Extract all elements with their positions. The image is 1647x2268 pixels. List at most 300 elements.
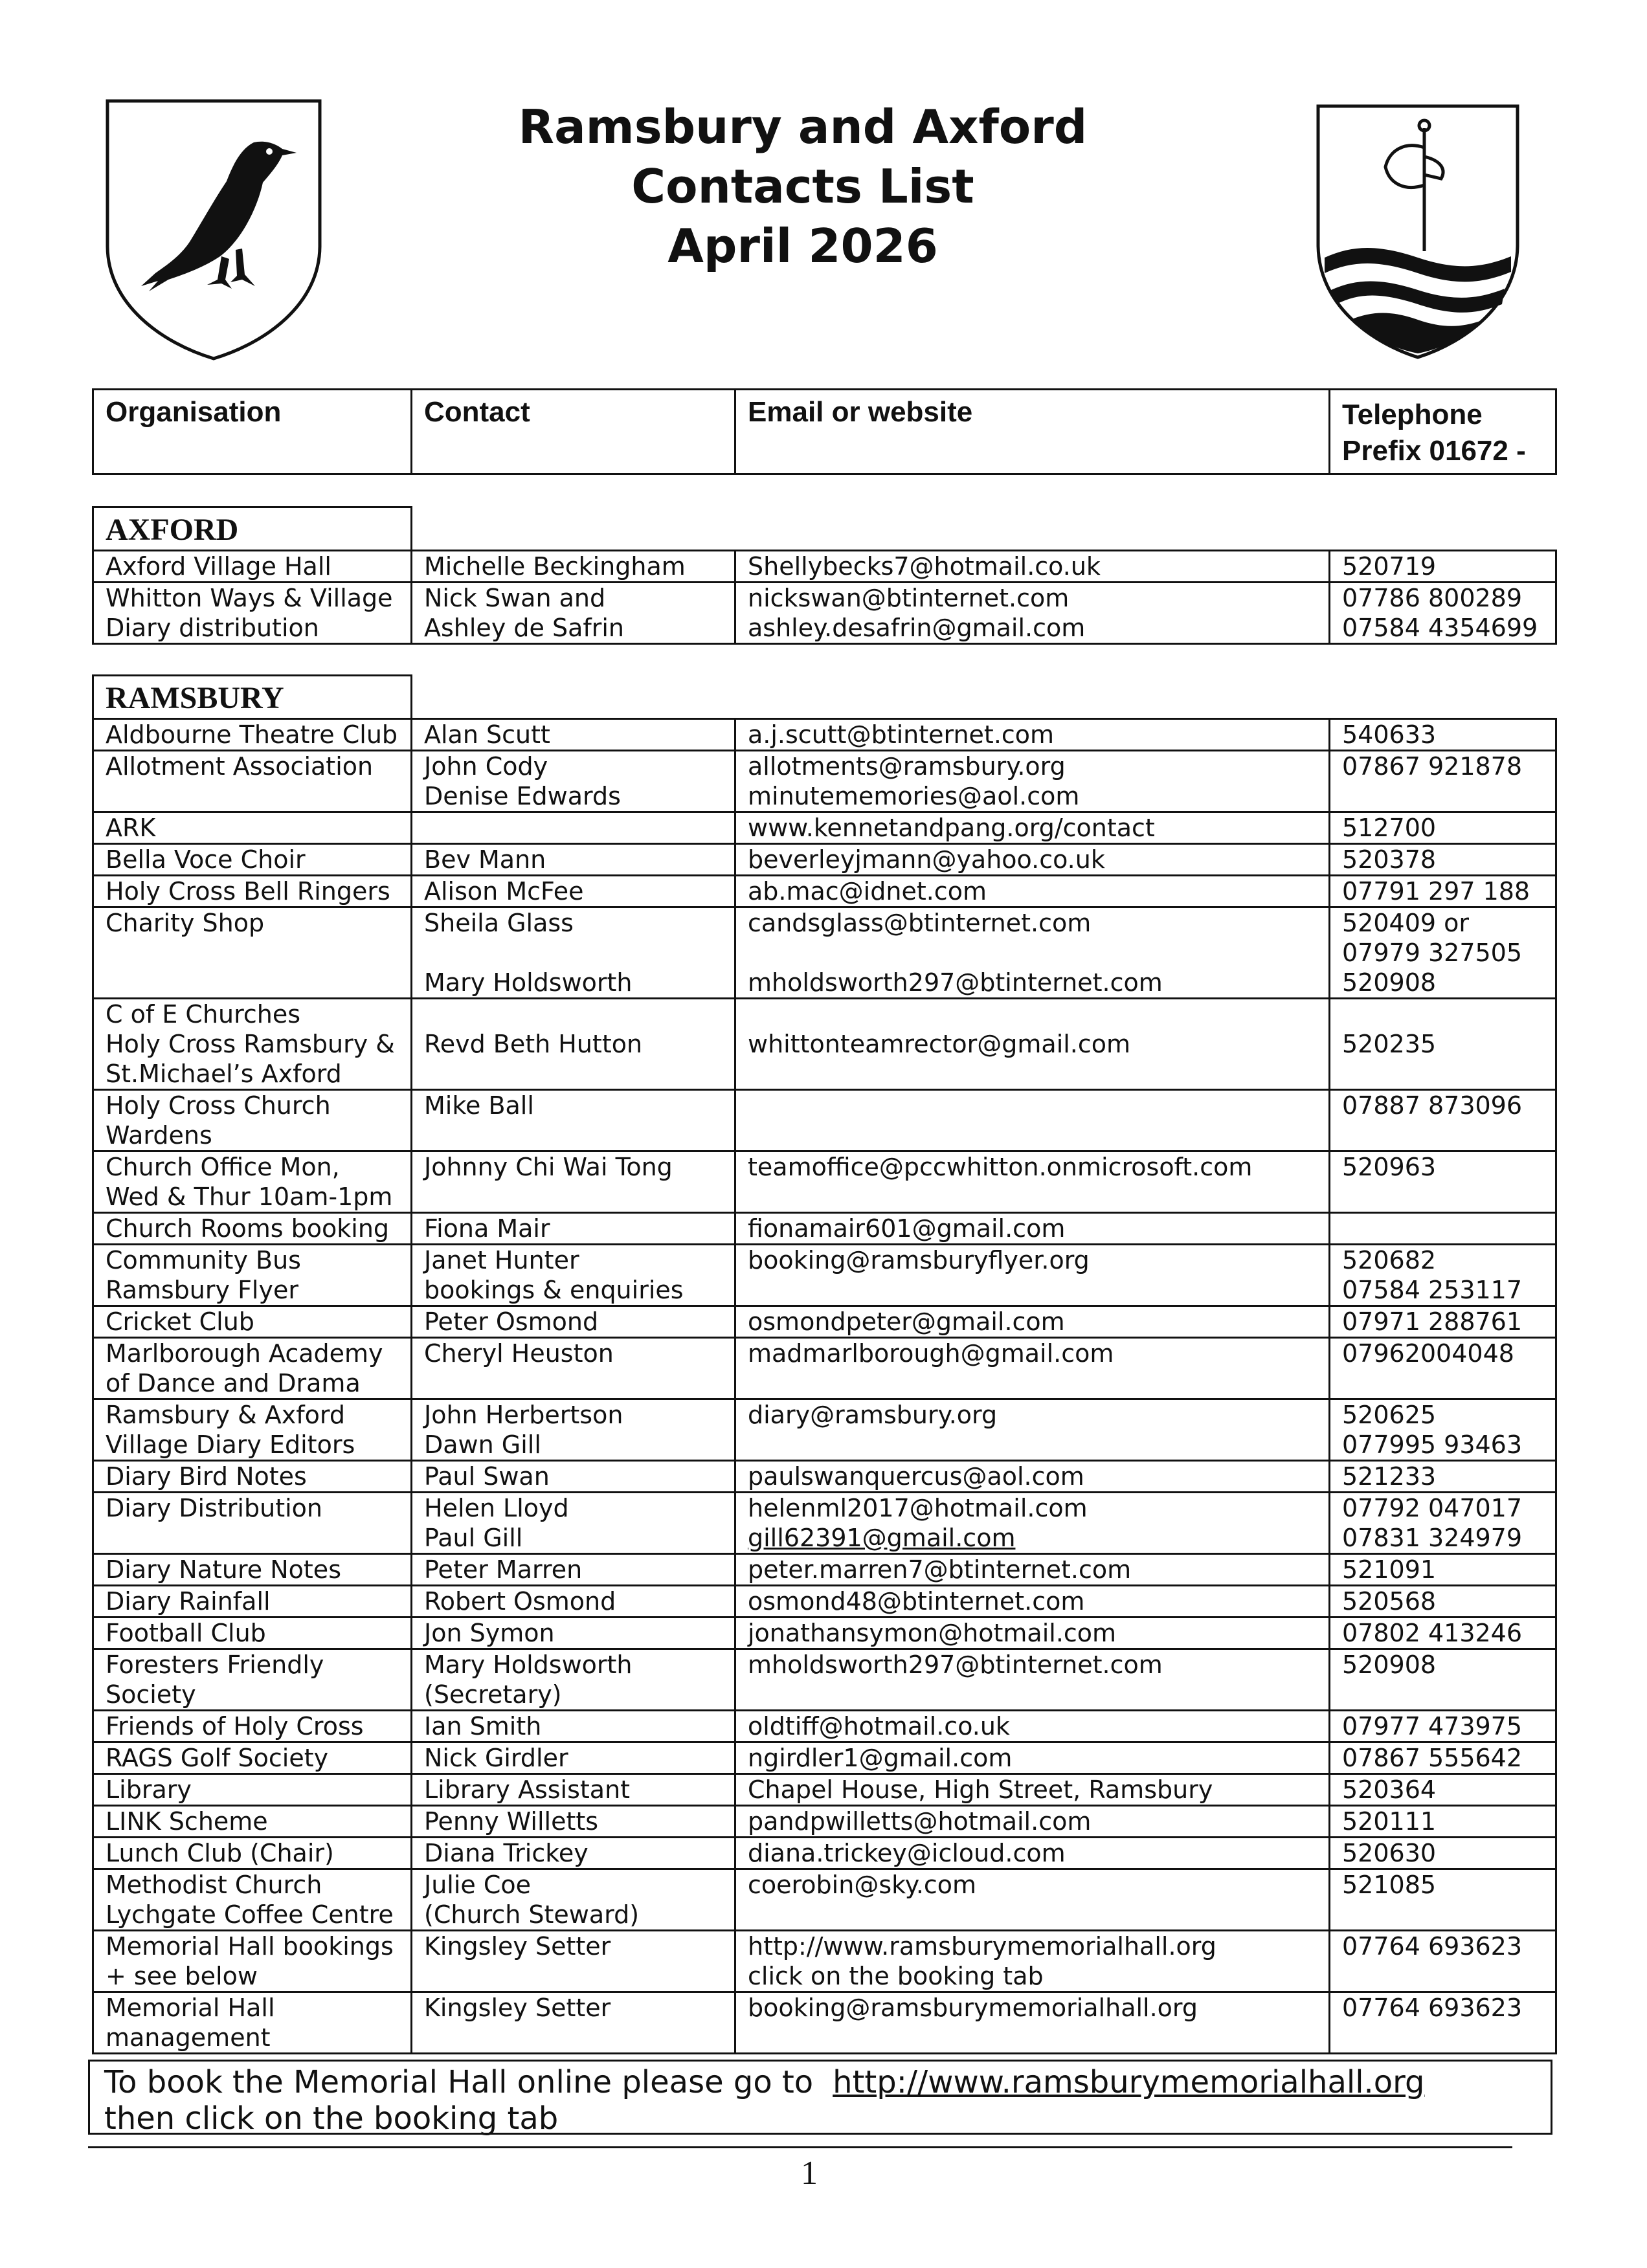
text-line: Alison McFee <box>424 877 584 906</box>
table-row <box>93 551 1556 583</box>
contact-cell <box>412 583 735 644</box>
text-line: Aldbourne Theatre Club <box>106 720 398 749</box>
email-cell <box>735 1245 1330 1306</box>
text-line: Axford Village Hall <box>106 552 331 581</box>
telephone-cell <box>1330 907 1556 999</box>
text-line: Community Bus <box>106 1246 301 1274</box>
contact-cell <box>412 751 735 812</box>
table-row <box>93 1838 1556 1869</box>
table-row <box>93 1399 1556 1461</box>
text-line: St.Michael’s Axford <box>106 1060 342 1088</box>
phone-line: 07887 873096 <box>1342 1091 1523 1120</box>
contact-cell <box>412 907 735 999</box>
text-line: Cheryl Heuston <box>424 1339 614 1368</box>
email-cell <box>735 812 1330 844</box>
email-cell <box>735 1213 1330 1245</box>
organisation-cell <box>93 751 412 812</box>
email-cell <box>735 1869 1330 1931</box>
text-line: Paul Swan <box>424 1462 550 1491</box>
text-line: Diary Distribution <box>106 1494 322 1522</box>
telephone-cell <box>1330 1774 1556 1806</box>
email-cell <box>735 1586 1330 1618</box>
text-line: Society <box>106 1680 196 1709</box>
organisation-cell <box>93 1306 412 1338</box>
footer-divider <box>88 2146 1512 2148</box>
phone-line: 07584 253117 <box>1342 1276 1523 1304</box>
telephone-cell <box>1330 1711 1556 1742</box>
contact-cell <box>412 812 735 844</box>
table-row <box>93 1245 1556 1306</box>
text-line <box>106 781 410 811</box>
phone-line: 07831 324979 <box>1342 1524 1523 1552</box>
telephone-cell <box>1330 1586 1556 1618</box>
contact-cell <box>412 1399 735 1461</box>
organisation-cell <box>93 583 412 644</box>
table-row <box>93 907 1556 999</box>
email-line <box>748 1182 1328 1212</box>
text-line: Diary Bird Notes <box>106 1462 307 1491</box>
booking-note-text: To book the Memorial Hall online please go to <box>104 2064 814 2100</box>
table-row <box>93 999 1556 1090</box>
text-line: Wardens <box>106 1121 212 1150</box>
text-line <box>424 938 734 968</box>
telephone-cell <box>1330 1213 1556 1245</box>
email-line[interactable]: mholdsworth297@btinternet.com <box>748 1651 1163 1679</box>
telephone-cell <box>1330 1245 1556 1306</box>
email-line <box>748 1900 1328 1929</box>
telephone-cell <box>1330 1090 1556 1151</box>
phone-line: 07791 297 188 <box>1342 877 1530 906</box>
telephone-label: Telephone <box>1342 399 1483 430</box>
contact-cell <box>412 1554 735 1586</box>
contact-cell <box>412 1618 735 1649</box>
text-line: Bev Mann <box>424 845 546 874</box>
phone-line <box>1342 1368 1555 1398</box>
text-line: Library Assistant <box>424 1775 631 1804</box>
heading-spacer <box>412 507 1556 551</box>
text-line: Nick Girdler <box>424 1744 568 1772</box>
email-line[interactable]: nickswan@btinternet.com <box>748 584 1070 612</box>
phone-line <box>1342 1961 1555 1991</box>
text-line: + see below <box>106 1962 258 1990</box>
text-line: Dawn Gill <box>424 1430 541 1459</box>
phone-line <box>1342 1120 1555 1150</box>
email-line[interactable]: www.kennetandpang.org/contact <box>748 814 1155 842</box>
text-line: Lunch Club (Chair) <box>106 1839 334 1867</box>
text-line: Denise Edwards <box>424 782 621 810</box>
organisation-cell <box>93 1774 412 1806</box>
contact-cell <box>412 1869 735 1931</box>
phone-line <box>1342 1059 1555 1089</box>
email-line[interactable]: beverleyjmann@yahoo.co.uk <box>748 845 1105 874</box>
email-cell <box>735 1649 1330 1711</box>
text-line <box>424 1961 734 1991</box>
text-line: Julie Coe <box>424 1871 532 1899</box>
telephone-cell <box>1330 1306 1556 1338</box>
text-line: Janet Hunter <box>424 1246 579 1274</box>
text-line: Football Club <box>106 1619 266 1647</box>
text-line: Methodist Church <box>106 1871 322 1899</box>
telephone-cell <box>1330 999 1556 1090</box>
heading-spacer <box>412 676 1556 719</box>
text-line: Helen Lloyd <box>424 1494 569 1522</box>
email-cell <box>735 907 1330 999</box>
phone-line: 520378 <box>1342 845 1437 874</box>
email-line[interactable]: teamoffice@pccwhitton.onmicrosoft.com <box>748 1153 1253 1181</box>
email-line[interactable]: pandpwilletts@hotmail.com <box>748 1807 1092 1836</box>
organisation-cell <box>93 1618 412 1649</box>
text-line: Revd Beth Hutton <box>424 1030 643 1058</box>
text-line: Mike Ball <box>424 1091 534 1120</box>
text-line: John Herbertson <box>424 1401 623 1429</box>
phone-line: 520111 <box>1342 1807 1437 1836</box>
email-line: click on the booking tab <box>748 1962 1044 1990</box>
email-cell <box>735 583 1330 644</box>
organisation-cell <box>93 1992 412 2054</box>
email-line <box>748 2023 1328 2052</box>
email-cell <box>735 999 1330 1090</box>
contact-cell <box>412 1711 735 1742</box>
email-line[interactable]: diary@ramsbury.org <box>748 1401 998 1429</box>
text-line: John Cody <box>424 752 548 781</box>
telephone-cell <box>1330 1869 1556 1931</box>
organisation-cell <box>93 812 412 844</box>
text-line: Marlborough Academy <box>106 1339 383 1368</box>
email-cell <box>735 1461 1330 1493</box>
email-cell <box>735 844 1330 876</box>
email-cell <box>735 1992 1330 2054</box>
email-line[interactable]: allotments@ramsbury.org <box>748 752 1066 781</box>
text-line: Memorial Hall bookings <box>106 1932 394 1961</box>
organisation-cell <box>93 551 412 583</box>
column-header-table <box>92 388 1557 475</box>
email-line[interactable]: whittonteamrector@gmail.com <box>748 1030 1131 1058</box>
table-row <box>93 1806 1556 1838</box>
email-line <box>748 1275 1328 1305</box>
contact-cell <box>412 1931 735 1992</box>
email-cell <box>735 1554 1330 1586</box>
text-line: Diary Nature Notes <box>106 1555 341 1584</box>
organisation-cell <box>93 1869 412 1931</box>
email-line[interactable]: fionamair601@gmail.com <box>748 1214 1066 1243</box>
organisation-column-header: Organisation <box>93 390 412 474</box>
contact-cell <box>412 1806 735 1838</box>
email-line <box>748 1120 1328 1150</box>
phone-line: 520682 <box>1342 1246 1437 1274</box>
text-line: Holy Cross Church <box>106 1091 331 1120</box>
contact-cell <box>412 1213 735 1245</box>
text-line: Holy Cross Ramsbury & <box>106 1030 395 1058</box>
table-row <box>93 1151 1556 1213</box>
email-line[interactable]: minutememories@aol.com <box>748 782 1080 810</box>
phone-line: 07786 800289 <box>1342 584 1523 612</box>
phone-line: 077995 93463 <box>1342 1430 1523 1459</box>
memorial-hall-link[interactable]: http://www.ramsburymemorialhall.org <box>833 2064 1425 2100</box>
text-line: Whitton Ways & Village <box>106 584 393 612</box>
text-line <box>424 2023 734 2052</box>
telephone-cell <box>1330 1931 1556 1992</box>
text-line: Diary Rainfall <box>106 1587 271 1616</box>
email-cell <box>735 719 1330 751</box>
telephone-cell <box>1330 1554 1556 1586</box>
email-line[interactable]: a.j.scutt@btinternet.com <box>748 720 1055 749</box>
text-line: Paul Gill <box>424 1524 523 1552</box>
organisation-cell <box>93 1151 412 1213</box>
title-line-1: Ramsbury and Axford <box>518 100 1088 154</box>
text-line: Mary Holdsworth <box>424 968 633 997</box>
telephone-cell <box>1330 1151 1556 1213</box>
phone-line: 520908 <box>1342 968 1437 997</box>
contact-cell <box>412 1090 735 1151</box>
email-line <box>748 1091 1328 1120</box>
telephone-cell <box>1330 751 1556 812</box>
text-line: Peter Marren <box>424 1555 583 1584</box>
contact-cell <box>412 719 735 751</box>
email-line <box>748 999 1328 1029</box>
email-cell <box>735 1774 1330 1806</box>
email-line[interactable]: peter.marren7@btinternet.com <box>748 1555 1132 1584</box>
text-line <box>424 1120 734 1150</box>
table-row <box>93 583 1556 644</box>
text-line: Library <box>106 1775 192 1804</box>
table-row <box>93 1774 1556 1806</box>
phone-line: 540633 <box>1342 720 1437 749</box>
phone-line <box>1342 1680 1555 1709</box>
email-line[interactable]: ngirdler1@gmail.com <box>748 1744 1013 1772</box>
telephone-cell <box>1330 1461 1556 1493</box>
organisation-cell <box>93 1711 412 1742</box>
contact-cell <box>412 1245 735 1306</box>
organisation-cell <box>93 1399 412 1461</box>
text-line: Robert Osmond <box>424 1587 616 1616</box>
table-row <box>93 1931 1556 1992</box>
text-line <box>424 999 734 1029</box>
table-row <box>93 1090 1556 1151</box>
text-line: Holy Cross Bell Ringers <box>106 877 390 906</box>
telephone-cell <box>1330 551 1556 583</box>
table-row <box>93 1992 1556 2054</box>
text-line: Peter Osmond <box>424 1307 599 1336</box>
organisation-cell <box>93 1838 412 1869</box>
text-line: of Dance and Drama <box>106 1369 361 1397</box>
contact-cell <box>412 1338 735 1399</box>
page-number: 1 <box>801 2155 818 2192</box>
title-line-2: Contacts List <box>631 159 974 214</box>
organisation-cell <box>93 1338 412 1399</box>
table-row <box>93 1213 1556 1245</box>
email-line[interactable]: osmondpeter@gmail.com <box>748 1307 1065 1336</box>
phone-line: 512700 <box>1342 814 1437 842</box>
table-row <box>93 1711 1556 1742</box>
ramsbury-section <box>92 674 1557 2054</box>
organisation-cell <box>93 907 412 999</box>
email-line[interactable]: paulswanquercus@aol.com <box>748 1462 1084 1491</box>
organisation-cell <box>93 876 412 907</box>
email-cell <box>735 1399 1330 1461</box>
text-line: Alan Scutt <box>424 720 550 749</box>
document-title <box>453 97 1152 276</box>
phone-line: 521091 <box>1342 1555 1437 1584</box>
email-line[interactable]: gill62391@gmail.com <box>748 1524 1016 1552</box>
telephone-cell <box>1330 1338 1556 1399</box>
email-line <box>748 1430 1328 1460</box>
text-line: Ramsbury & Axford <box>106 1401 345 1429</box>
email-line[interactable]: osmond48@btinternet.com <box>748 1587 1085 1616</box>
table-row <box>93 1869 1556 1931</box>
telephone-cell <box>1330 1742 1556 1774</box>
table-row <box>93 812 1556 844</box>
text-line: Friends of Holy Cross <box>106 1712 364 1740</box>
phone-line: 521233 <box>1342 1462 1437 1491</box>
telephone-prefix: Prefix 01672 - <box>1342 435 1526 467</box>
contact-cell <box>412 1586 735 1618</box>
text-line: Nick Swan and <box>424 584 606 612</box>
contact-cell <box>412 844 735 876</box>
email-line[interactable]: booking@ramsburymemorialhall.org <box>748 1994 1198 2022</box>
email-cell <box>735 1838 1330 1869</box>
text-line: Penny Willetts <box>424 1807 599 1836</box>
email-line[interactable]: coerobin@sky.com <box>748 1871 977 1899</box>
organisation-cell <box>93 1554 412 1586</box>
text-line: Ian Smith <box>424 1712 542 1740</box>
text-line: Allotment Association <box>106 752 374 781</box>
phone-line: 07802 413246 <box>1342 1619 1523 1647</box>
contact-cell <box>412 1461 735 1493</box>
telephone-cell <box>1330 1399 1556 1461</box>
phone-line: 07764 693623 <box>1342 1932 1523 1961</box>
text-line <box>106 968 410 997</box>
text-line: Lychgate Coffee Centre <box>106 1900 394 1929</box>
telephone-cell <box>1330 719 1556 751</box>
text-line: Kingsley Setter <box>424 1994 611 2022</box>
table-row <box>93 1493 1556 1554</box>
telephone-cell <box>1330 583 1556 644</box>
table-row <box>93 844 1556 876</box>
phone-line: 07764 693623 <box>1342 1994 1523 2022</box>
phone-line: 07867 555642 <box>1342 1744 1523 1772</box>
phone-line: 07792 047017 <box>1342 1494 1523 1522</box>
contact-cell <box>412 1838 735 1869</box>
organisation-cell <box>93 1090 412 1151</box>
table-row <box>93 719 1556 751</box>
text-line: Ramsbury Flyer <box>106 1276 298 1304</box>
email-line[interactable]: jonathansymon@hotmail.com <box>748 1619 1117 1647</box>
telephone-cell <box>1330 844 1556 876</box>
telephone-cell <box>1330 1493 1556 1554</box>
text-line: LINK Scheme <box>106 1807 268 1836</box>
text-line: Cricket Club <box>106 1307 254 1336</box>
text-line: Diary distribution <box>106 614 319 642</box>
email-column-header: Email or website <box>735 390 1330 474</box>
text-line <box>424 1182 734 1212</box>
email-line[interactable]: oldtiff@hotmail.co.uk <box>748 1712 1010 1740</box>
contact-cell <box>412 999 735 1090</box>
table-row <box>93 1742 1556 1774</box>
email-cell <box>735 1151 1330 1213</box>
axford-section-heading: AXFORD <box>93 507 412 551</box>
email-cell <box>735 1931 1330 1992</box>
organisation-cell <box>93 844 412 876</box>
email-line[interactable]: http://www.ramsburymemorialhall.org <box>748 1932 1216 1961</box>
email-line[interactable]: ashley.desafrin@gmail.com <box>748 614 1086 642</box>
phone-line: 521085 <box>1342 1871 1437 1899</box>
table-row <box>93 1618 1556 1649</box>
phone-line: 520630 <box>1342 1839 1437 1867</box>
text-line: RAGS Golf Society <box>106 1744 329 1772</box>
text-line: Sheila Glass <box>424 909 574 937</box>
text-line: (Church Steward) <box>424 1900 640 1929</box>
table-row <box>93 1586 1556 1618</box>
email-line[interactable]: mholdsworth297@btinternet.com <box>748 968 1163 997</box>
telephone-cell <box>1330 1806 1556 1838</box>
text-line: Michelle Beckingham <box>424 552 686 581</box>
phone-line: 07962004048 <box>1342 1339 1514 1368</box>
email-line <box>748 1368 1328 1398</box>
telephone-cell <box>1330 812 1556 844</box>
phone-line: 07977 473975 <box>1342 1712 1523 1740</box>
table-row <box>93 751 1556 812</box>
email-cell <box>735 1338 1330 1399</box>
table-row <box>93 1554 1556 1586</box>
phone-line <box>1342 1182 1555 1212</box>
phone-line: 07971 288761 <box>1342 1307 1523 1336</box>
phone-line: 520409 or <box>1342 909 1470 937</box>
email-cell <box>735 1618 1330 1649</box>
telephone-cell <box>1330 1618 1556 1649</box>
text-line: Ashley de Safrin <box>424 614 625 642</box>
email-cell <box>735 1306 1330 1338</box>
organisation-cell <box>93 1493 412 1554</box>
contact-column-header: Contact <box>412 390 735 474</box>
email-line[interactable]: candsglass@btinternet.com <box>748 909 1092 937</box>
email-line[interactable]: madmarlborough@gmail.com <box>748 1339 1114 1368</box>
email-line[interactable]: diana.trickey@icloud.com <box>748 1839 1066 1867</box>
organisation-cell <box>93 1742 412 1774</box>
phone-line: 520719 <box>1342 552 1437 581</box>
organisation-cell <box>93 1245 412 1306</box>
text-line: ARK <box>106 814 156 842</box>
telephone-cell <box>1330 1838 1556 1869</box>
text-line: Church Office Mon, <box>106 1153 340 1181</box>
text-line: Memorial Hall <box>106 1994 275 2022</box>
telephone-cell <box>1330 1649 1556 1711</box>
ramsbury-section-heading: RAMSBURY <box>93 676 412 719</box>
contact-cell <box>412 1151 735 1213</box>
phone-line <box>1342 781 1555 811</box>
text-line: management <box>106 2023 271 2052</box>
text-line <box>424 813 734 843</box>
email-line[interactable]: booking@ramsburyflyer.org <box>748 1246 1090 1274</box>
phone-line: 520235 <box>1342 1030 1437 1058</box>
phone-line: 520568 <box>1342 1587 1437 1616</box>
email-cell <box>735 1742 1330 1774</box>
text-line <box>106 938 410 968</box>
email-cell <box>735 1711 1330 1742</box>
text-line <box>424 1368 734 1398</box>
table-row <box>93 1461 1556 1493</box>
email-cell <box>735 1806 1330 1838</box>
booking-note-line-2: then click on the booking tab <box>104 2100 559 2137</box>
axe-waves-crest-icon <box>1314 102 1521 361</box>
email-line[interactable]: Shellybecks7@hotmail.co.uk <box>748 552 1101 581</box>
email-line[interactable]: ab.mac@idnet.com <box>748 877 987 906</box>
table-row <box>93 1338 1556 1399</box>
organisation-cell <box>93 719 412 751</box>
booking-note <box>88 2060 1552 2135</box>
phone-line: 520364 <box>1342 1775 1437 1804</box>
email-line[interactable]: helenml2017@hotmail.com <box>748 1494 1088 1522</box>
email-line <box>748 1680 1328 1709</box>
